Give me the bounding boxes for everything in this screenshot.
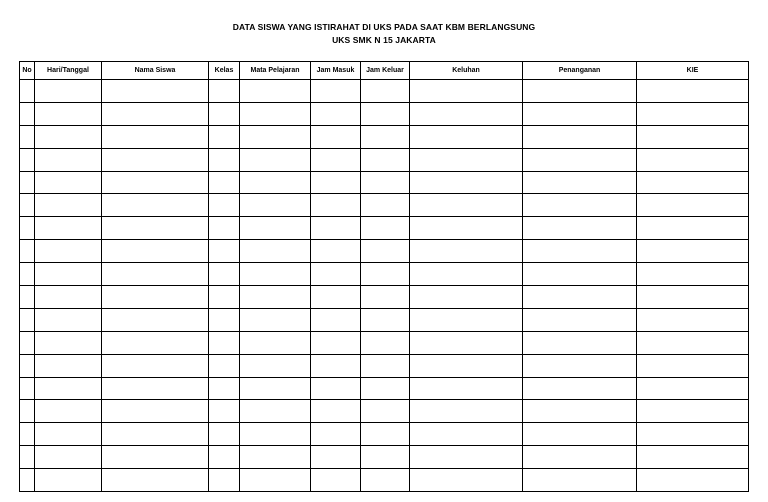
table-cell-jam-masuk (311, 377, 361, 400)
table-cell-penanganan (523, 102, 637, 125)
table-cell-keluhan (410, 308, 523, 331)
table-cell-nama-siswa (102, 446, 209, 469)
table-cell-no (20, 80, 35, 103)
table-cell-keluhan (410, 217, 523, 240)
table-cell-kelas (209, 217, 240, 240)
table-cell-keluhan (410, 354, 523, 377)
table-row (20, 102, 749, 125)
table-cell-jam-masuk (311, 217, 361, 240)
table-row (20, 331, 749, 354)
table-cell-nama-siswa (102, 148, 209, 171)
table-cell-kelas (209, 400, 240, 423)
table-cell-hari-tanggal (35, 331, 102, 354)
table-cell-keluhan (410, 194, 523, 217)
column-header-jam-masuk: Jam Masuk (311, 62, 361, 80)
table-cell-jam-masuk (311, 308, 361, 331)
table-cell-nama-siswa (102, 263, 209, 286)
table-cell-mata-pelajaran (240, 446, 311, 469)
table-cell-penanganan (523, 263, 637, 286)
table-cell-kie (637, 240, 749, 263)
table-cell-mata-pelajaran (240, 331, 311, 354)
table-cell-hari-tanggal (35, 194, 102, 217)
table-cell-kie (637, 80, 749, 103)
column-header-kelas: Kelas (209, 62, 240, 80)
table-cell-jam-keluar (361, 308, 410, 331)
table-cell-no (20, 286, 35, 309)
table-cell-jam-keluar (361, 148, 410, 171)
table-cell-penanganan (523, 171, 637, 194)
table-row (20, 80, 749, 103)
table-cell-kie (637, 148, 749, 171)
table-cell-no (20, 469, 35, 492)
table-cell-mata-pelajaran (240, 354, 311, 377)
table-cell-no (20, 263, 35, 286)
table-cell-keluhan (410, 446, 523, 469)
table-row (20, 308, 749, 331)
table-row (20, 148, 749, 171)
table-cell-hari-tanggal (35, 125, 102, 148)
table-cell-nama-siswa (102, 80, 209, 103)
table-cell-nama-siswa (102, 331, 209, 354)
column-header-keluhan: Keluhan (410, 62, 523, 80)
table-cell-kelas (209, 286, 240, 309)
table-cell-nama-siswa (102, 125, 209, 148)
table-cell-kelas (209, 194, 240, 217)
table-cell-keluhan (410, 240, 523, 263)
table-cell-penanganan (523, 286, 637, 309)
table-cell-hari-tanggal (35, 263, 102, 286)
table-cell-kelas (209, 331, 240, 354)
table-cell-kie (637, 377, 749, 400)
table-cell-no (20, 217, 35, 240)
table-cell-kie (637, 263, 749, 286)
table-cell-nama-siswa (102, 400, 209, 423)
table-cell-keluhan (410, 286, 523, 309)
table-cell-hari-tanggal (35, 80, 102, 103)
table-cell-nama-siswa (102, 308, 209, 331)
table-row (20, 217, 749, 240)
table-row (20, 194, 749, 217)
table-cell-mata-pelajaran (240, 469, 311, 492)
table-cell-mata-pelajaran (240, 308, 311, 331)
table-cell-kelas (209, 469, 240, 492)
table-cell-jam-masuk (311, 263, 361, 286)
table-cell-nama-siswa (102, 171, 209, 194)
table-cell-jam-keluar (361, 217, 410, 240)
table-cell-penanganan (523, 354, 637, 377)
table-cell-kie (637, 171, 749, 194)
table-cell-kie (637, 446, 749, 469)
table-cell-keluhan (410, 80, 523, 103)
table-cell-no (20, 125, 35, 148)
table-cell-penanganan (523, 148, 637, 171)
table-cell-kelas (209, 446, 240, 469)
table-cell-jam-keluar (361, 102, 410, 125)
table-cell-kie (637, 400, 749, 423)
table-cell-nama-siswa (102, 217, 209, 240)
table-cell-kie (637, 331, 749, 354)
table-cell-no (20, 423, 35, 446)
table-row (20, 263, 749, 286)
table-cell-no (20, 171, 35, 194)
table-cell-kelas (209, 308, 240, 331)
table-cell-penanganan (523, 446, 637, 469)
table-cell-jam-keluar (361, 240, 410, 263)
table-cell-no (20, 240, 35, 263)
table-cell-penanganan (523, 125, 637, 148)
table-cell-keluhan (410, 400, 523, 423)
table-row (20, 240, 749, 263)
table-cell-jam-keluar (361, 263, 410, 286)
table-cell-keluhan (410, 377, 523, 400)
table-cell-penanganan (523, 423, 637, 446)
table-cell-kie (637, 125, 749, 148)
table-cell-nama-siswa (102, 469, 209, 492)
table-cell-kie (637, 194, 749, 217)
table-cell-hari-tanggal (35, 469, 102, 492)
table-cell-mata-pelajaran (240, 80, 311, 103)
table-cell-jam-masuk (311, 446, 361, 469)
table-row (20, 469, 749, 492)
table-cell-jam-masuk (311, 194, 361, 217)
table-cell-mata-pelajaran (240, 171, 311, 194)
table-cell-jam-keluar (361, 194, 410, 217)
table-cell-hari-tanggal (35, 446, 102, 469)
table-cell-jam-masuk (311, 423, 361, 446)
table-cell-hari-tanggal (35, 148, 102, 171)
table-cell-mata-pelajaran (240, 400, 311, 423)
table-cell-keluhan (410, 469, 523, 492)
table-cell-nama-siswa (102, 377, 209, 400)
table-cell-jam-keluar (361, 354, 410, 377)
table-cell-kelas (209, 354, 240, 377)
table-cell-jam-keluar (361, 377, 410, 400)
table-cell-hari-tanggal (35, 171, 102, 194)
table-header-row (20, 62, 749, 80)
table-cell-jam-masuk (311, 354, 361, 377)
table-cell-penanganan (523, 217, 637, 240)
table-cell-keluhan (410, 263, 523, 286)
table-row (20, 354, 749, 377)
table-cell-penanganan (523, 194, 637, 217)
table-cell-kie (637, 469, 749, 492)
table-cell-jam-keluar (361, 400, 410, 423)
table-cell-mata-pelajaran (240, 125, 311, 148)
table-cell-jam-masuk (311, 125, 361, 148)
table-row (20, 125, 749, 148)
table-cell-jam-masuk (311, 102, 361, 125)
table-cell-kelas (209, 423, 240, 446)
table-row (20, 171, 749, 194)
column-header-mata-pelajaran: Mata Pelajaran (240, 62, 311, 80)
table-cell-kelas (209, 263, 240, 286)
table-cell-hari-tanggal (35, 217, 102, 240)
table-cell-jam-keluar (361, 446, 410, 469)
column-header-hari-tanggal: Hari/Tanggal (35, 62, 102, 80)
table-cell-mata-pelajaran (240, 102, 311, 125)
table-cell-no (20, 308, 35, 331)
table-cell-hari-tanggal (35, 286, 102, 309)
table-cell-nama-siswa (102, 240, 209, 263)
table-cell-no (20, 331, 35, 354)
table-cell-penanganan (523, 80, 637, 103)
table-cell-jam-masuk (311, 171, 361, 194)
table-cell-hari-tanggal (35, 354, 102, 377)
table-cell-kie (637, 308, 749, 331)
table-cell-keluhan (410, 331, 523, 354)
document-header (0, 21, 768, 47)
table-cell-penanganan (523, 308, 637, 331)
table-cell-nama-siswa (102, 102, 209, 125)
table-row (20, 377, 749, 400)
table-cell-jam-keluar (361, 125, 410, 148)
column-header-jam-keluar: Jam Keluar (361, 62, 410, 80)
table-cell-kelas (209, 125, 240, 148)
table-cell-jam-keluar (361, 171, 410, 194)
table-cell-no (20, 194, 35, 217)
table-cell-kelas (209, 377, 240, 400)
table-cell-jam-keluar (361, 469, 410, 492)
table-cell-jam-masuk (311, 400, 361, 423)
table-cell-mata-pelajaran (240, 194, 311, 217)
table-body (20, 80, 749, 492)
column-header-no: No (20, 62, 35, 80)
table-cell-kelas (209, 148, 240, 171)
table-cell-jam-keluar (361, 331, 410, 354)
table-cell-jam-keluar (361, 80, 410, 103)
table-cell-mata-pelajaran (240, 240, 311, 263)
table-cell-kelas (209, 240, 240, 263)
table-cell-no (20, 377, 35, 400)
table-cell-penanganan (523, 240, 637, 263)
table-cell-kelas (209, 102, 240, 125)
table-cell-nama-siswa (102, 354, 209, 377)
table-cell-penanganan (523, 377, 637, 400)
table-cell-mata-pelajaran (240, 148, 311, 171)
table-cell-kelas (209, 80, 240, 103)
table-cell-kie (637, 102, 749, 125)
table-cell-hari-tanggal (35, 240, 102, 263)
table-cell-mata-pelajaran (240, 377, 311, 400)
table-cell-kie (637, 286, 749, 309)
table-cell-jam-keluar (361, 423, 410, 446)
table-cell-hari-tanggal (35, 400, 102, 423)
table-row (20, 400, 749, 423)
student-visit-table (19, 61, 749, 492)
table-cell-mata-pelajaran (240, 263, 311, 286)
column-header-nama-siswa: Nama Siswa (102, 62, 209, 80)
table-cell-hari-tanggal (35, 102, 102, 125)
table-cell-hari-tanggal (35, 423, 102, 446)
table-cell-keluhan (410, 171, 523, 194)
table-cell-nama-siswa (102, 194, 209, 217)
table-cell-penanganan (523, 469, 637, 492)
table-cell-keluhan (410, 125, 523, 148)
table-cell-jam-masuk (311, 240, 361, 263)
document-subtitle: UKS SMK N 15 JAKARTA (332, 35, 436, 45)
table-cell-jam-masuk (311, 286, 361, 309)
table-cell-keluhan (410, 423, 523, 446)
document-title: DATA SISWA YANG ISTIRAHAT DI UKS PADA SAAT KBM BERLANGSUNG (232, 22, 536, 32)
table-cell-jam-masuk (311, 331, 361, 354)
table-cell-no (20, 400, 35, 423)
table-cell-jam-masuk (311, 148, 361, 171)
table-cell-nama-siswa (102, 423, 209, 446)
table-cell-penanganan (523, 331, 637, 354)
table-row (20, 446, 749, 469)
table-cell-jam-masuk (311, 469, 361, 492)
table-cell-mata-pelajaran (240, 217, 311, 240)
table-cell-keluhan (410, 102, 523, 125)
table-row (20, 286, 749, 309)
table-cell-kie (637, 217, 749, 240)
table-cell-hari-tanggal (35, 377, 102, 400)
table-cell-no (20, 354, 35, 377)
column-header-penanganan: Penanganan (523, 62, 637, 80)
table-cell-mata-pelajaran (240, 286, 311, 309)
table-cell-kelas (209, 171, 240, 194)
table-cell-no (20, 102, 35, 125)
table-cell-jam-keluar (361, 286, 410, 309)
table-row (20, 423, 749, 446)
table-cell-kie (637, 423, 749, 446)
table-cell-mata-pelajaran (240, 423, 311, 446)
table-cell-no (20, 148, 35, 171)
table-cell-penanganan (523, 400, 637, 423)
table-cell-kie (637, 354, 749, 377)
column-header-kie: KIE (637, 62, 749, 80)
table-cell-keluhan (410, 148, 523, 171)
table-cell-nama-siswa (102, 286, 209, 309)
table-cell-jam-masuk (311, 80, 361, 103)
table-cell-hari-tanggal (35, 308, 102, 331)
table-cell-no (20, 446, 35, 469)
